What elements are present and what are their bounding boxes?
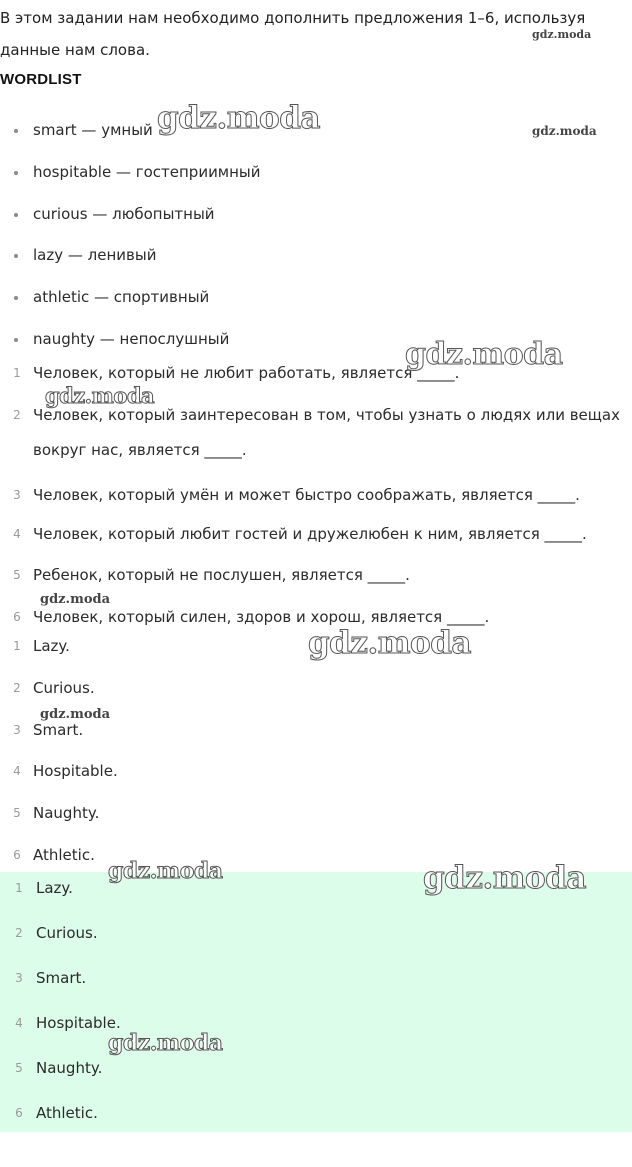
intro-text: В этом задании нам необходимо дополнить предложения 1–6, используя данные нам слова. (0, 9, 586, 59)
bullet-icon (14, 296, 18, 300)
answer-item (0, 751, 632, 793)
answer-text: Hospitable. (33, 762, 118, 781)
watermark: gdz.moda (405, 337, 563, 372)
watermark: gdz.moda (532, 28, 592, 41)
question-text: Человек, который силен, здоров и хорош, является _____. (33, 608, 490, 627)
watermark: gdz.moda (40, 707, 111, 722)
item-number: 4 (15, 1016, 23, 1030)
item-number: 5 (13, 806, 21, 821)
question-item (0, 517, 632, 559)
question-item (0, 398, 632, 475)
answer-item (0, 793, 632, 835)
watermark: gdz.moda (108, 858, 223, 884)
answer-item (0, 1046, 632, 1091)
bullet-icon (14, 171, 18, 175)
answer-text: Curious. (33, 678, 95, 697)
watermark: gdz.moda (45, 383, 155, 408)
answer-item (0, 911, 632, 956)
watermark: gdz.moda (423, 860, 586, 896)
item-number: 3 (15, 971, 23, 985)
item-number: 6 (15, 1106, 23, 1120)
item-number: 1 (15, 881, 23, 895)
answer-text: Athletic. (33, 845, 95, 864)
item-number: 2 (13, 407, 21, 422)
question-text: Человек, который заинтересован в том, чтобы узнать о людях или вещах вокруг нас, является _____. (33, 405, 620, 459)
wordlist-item: lazy — ленивый (14, 235, 261, 277)
answer-text: Lazy. (36, 879, 73, 897)
item-number: 4 (13, 764, 21, 779)
item-number: 3 (13, 487, 21, 502)
answer-text: Naughty. (36, 1059, 103, 1077)
answer-item (0, 668, 632, 710)
answer-text: Smart. (33, 720, 84, 739)
item-number: 6 (13, 610, 21, 625)
answer-text: Naughty. (33, 804, 100, 823)
question-item (0, 475, 632, 517)
answer-item (0, 1091, 632, 1136)
answer-text: Hospitable. (36, 1014, 121, 1032)
bullet-icon (14, 254, 18, 258)
answer-text: Athletic. (36, 1104, 98, 1122)
item-number: 4 (13, 526, 21, 541)
answer-text: Curious. (36, 924, 98, 942)
answer-item (0, 956, 632, 1001)
answer-item (0, 1001, 632, 1046)
item-number: 1 (13, 639, 21, 653)
wordlist-item: smart — умный (14, 110, 261, 152)
bullet-icon (14, 213, 18, 217)
answer-list (0, 626, 632, 877)
watermark: gdz.moda (157, 100, 320, 136)
question-text: Ребенок, который не послушен, является _____. (33, 566, 410, 585)
question-text: Человек, который умён и может быстро соображать, является _____. (33, 485, 580, 504)
item-number: 2 (13, 680, 21, 695)
item-number: 2 (15, 926, 23, 940)
answer-text: Smart. (36, 969, 87, 987)
item-number: 1 (13, 366, 21, 380)
wordlist-item: athletic — спортивный (14, 277, 261, 319)
item-number: 3 (13, 722, 21, 737)
bullet-icon (14, 338, 18, 342)
watermark: gdz.moda (532, 124, 597, 138)
item-number: 5 (13, 568, 21, 583)
wordlist-item: hospitable — гостеприимный (14, 152, 261, 194)
watermark: gdz.moda (308, 625, 471, 661)
item-number: 5 (15, 1061, 23, 1075)
watermark: gdz.moda (108, 1030, 223, 1056)
item-number: 6 (13, 847, 21, 862)
wordlist-heading: WORDLIST (0, 71, 82, 88)
question-text: Человек, который любит гостей и дружелюбен к ним, является _____. (33, 524, 587, 543)
answer-text: Lazy. (33, 637, 70, 655)
watermark: gdz.moda (40, 592, 111, 607)
wordlist (14, 110, 261, 361)
wordlist-item: naughty — непослушный (14, 319, 261, 361)
question-text: Человек, который не любит работать, является _____. (33, 364, 460, 382)
wordlist-item: curious — любопытный (14, 194, 261, 236)
highlighted-answer-list (0, 866, 632, 1136)
bullet-icon (14, 129, 18, 133)
